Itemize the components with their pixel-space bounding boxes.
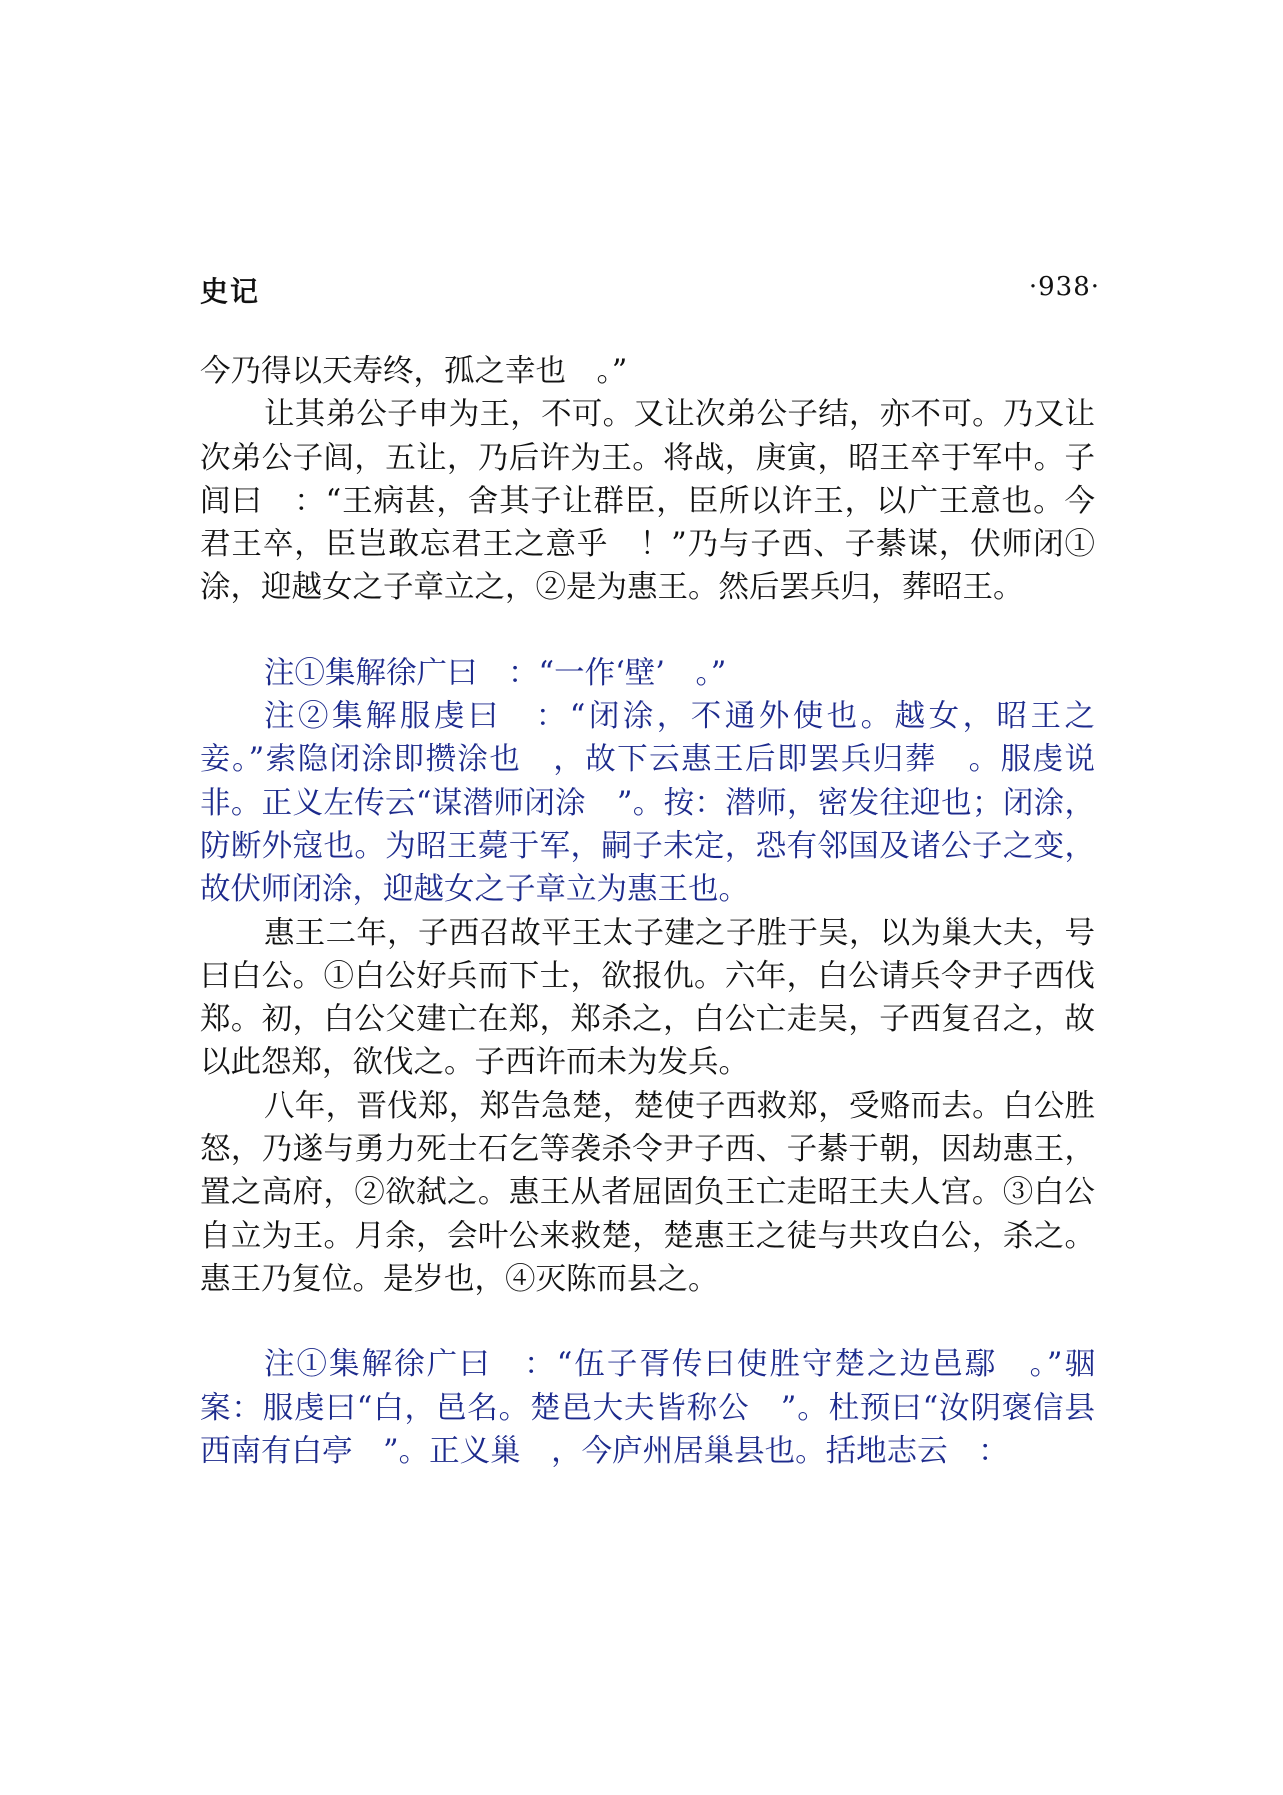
annotation-3: 注①集解徐广曰 ：“伍子胥传曰使胜守楚之边邑鄢 。”骃案：服虔曰“白，邑名。楚邑大夫皆称公 ”。杜预曰“汝阴褒信县西南有白亭 ”。正义巢 ，今庐州居巢县也。括地志云 ： [200,1347,1095,1469]
paragraph-3: 惠王二年，子西召故平王太子建之子胜于吴，以为巢大夫，号曰白公。①白公好兵而下士，欲报仇。六年，白公请兵令尹子西伐郑。初，白公父建亡在郑，郑杀之，白公亡走吴，子西复召之，故以此怨郑，欲伐之。子西许而未为发兵。 [200,915,1095,1081]
annotation-1: 注①集解徐广曰 ：“一作‘壁’ 。” [264,655,727,691]
section-gap [200,610,1095,652]
book-title: 史记 [200,275,261,308]
page-number: ·938· [1028,272,1100,302]
section-gap [200,1301,1095,1343]
page-header [200,270,1100,310]
body-text [200,350,1095,1473]
paragraph-2: 让其弟公子申为王，不可。又让次弟公子结，亦不可。乃又让次弟公子闾，五让，乃后许为王。将战，庚寅，昭王卒于军中。子闾曰 ：“王病甚，舍其子让群臣，臣所以许王，以广王意也。今君王卒，臣岂敢忘君王之意乎 ！”乃与子西、子綦谋，伏师闭①涂，迎越女之子章立之，②是为惠王。然后罢兵归，葬昭王。 [200,397,1095,606]
paragraph-1: 今乃得以天寿终，孤之幸也 。” [200,354,628,389]
annotation-2: 注②集解服虔曰 ：“闭涂，不通外使也。越女，昭王之妾。”索隐闭涂即攒涂也 ，故下云惠王后即罢兵归葬 。服虔说非。正义左传云“谋潜师闭涂 ”。按：潜师，密发往迎也；闭涂，防断外寇也。为昭王薨于军，嗣子未定，恐有邻国及诸公子之变，故伏师闭涂，迎越女之子章立为惠王也。 [200,699,1095,908]
paragraph-4: 八年，晋伐郑，郑告急楚，楚使子西救郑，受赂而去。白公胜怒，乃遂与勇力死士石乞等袭杀令尹子西、子綦于朝，因劫惠王，置之高府，②欲弑之。惠王从者屈固负王亡走昭王夫人宫。③白公自立为王。月余，会叶公来救楚，楚惠王之徒与共攻白公，杀之。惠王乃复位。是岁也，④灭陈而县之。 [200,1088,1095,1297]
